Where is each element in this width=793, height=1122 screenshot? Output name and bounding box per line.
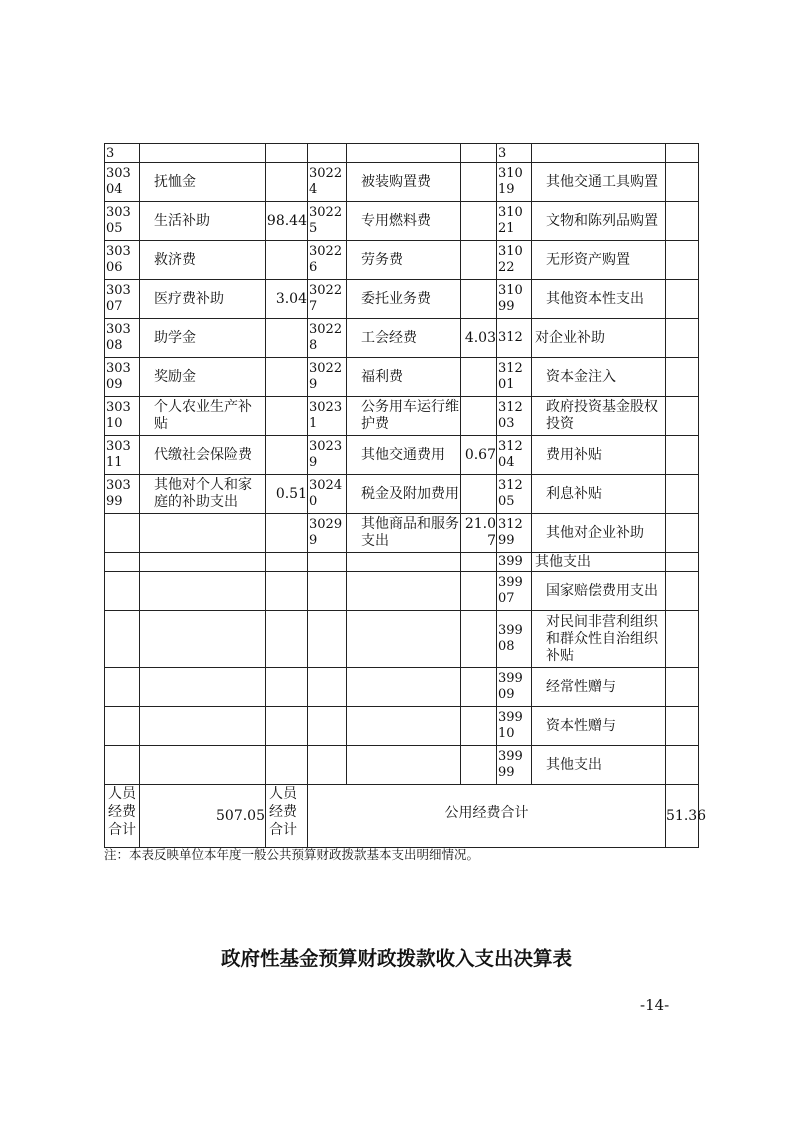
code-cell: 30229 bbox=[308, 358, 347, 397]
item-name-cell: 个人农业生产补贴 bbox=[140, 397, 266, 436]
code-cell: 30240 bbox=[308, 475, 347, 514]
item-name-cell bbox=[347, 611, 461, 668]
amount-cell bbox=[666, 668, 699, 707]
table-row bbox=[105, 746, 699, 785]
code-cell: 30311 bbox=[105, 436, 140, 475]
amount-cell bbox=[666, 319, 699, 358]
table-row bbox=[105, 163, 699, 202]
item-name-cell bbox=[140, 611, 266, 668]
table-row bbox=[105, 358, 699, 397]
amount-cell bbox=[666, 572, 699, 611]
amount-cell bbox=[266, 163, 308, 202]
item-name-cell: 对企业补助 bbox=[532, 319, 666, 358]
item-name-cell bbox=[347, 668, 461, 707]
table-row bbox=[105, 553, 699, 572]
item-name-cell: 工会经费 bbox=[347, 319, 461, 358]
code-cell: 39907 bbox=[497, 572, 532, 611]
amount-cell: 98.44 bbox=[266, 202, 308, 241]
code-cell: 30228 bbox=[308, 319, 347, 358]
personnel-total-value: 507.05 bbox=[140, 785, 266, 848]
table-row bbox=[105, 611, 699, 668]
item-name-cell: 福利费 bbox=[347, 358, 461, 397]
code-cell: 31099 bbox=[497, 280, 532, 319]
amount-cell: 0.67 bbox=[461, 436, 497, 475]
code-cell: 31205 bbox=[497, 475, 532, 514]
amount-cell bbox=[461, 241, 497, 280]
item-name-cell bbox=[140, 707, 266, 746]
code-cell bbox=[105, 572, 140, 611]
code-cell bbox=[308, 707, 347, 746]
code-cell: 30307 bbox=[105, 280, 140, 319]
item-name-cell: 劳务费 bbox=[347, 241, 461, 280]
section-title: 政府性基金预算财政拨款收入支出决算表 bbox=[220, 947, 572, 970]
code-cell: 30227 bbox=[308, 280, 347, 319]
amount-cell: 21.07 bbox=[461, 514, 497, 553]
personnel-total-label: 人员经费合计 bbox=[266, 785, 308, 848]
item-name-cell bbox=[347, 707, 461, 746]
item-name-cell: 奖励金 bbox=[140, 358, 266, 397]
code-cell: 39908 bbox=[497, 611, 532, 668]
code-cell bbox=[308, 553, 347, 572]
public-total-value: 51.36 bbox=[666, 785, 699, 848]
item-name-cell: 税金及附加费用 bbox=[347, 475, 461, 514]
amount-cell bbox=[666, 202, 699, 241]
item-name-cell bbox=[140, 514, 266, 553]
amount-cell bbox=[461, 280, 497, 319]
amount-cell: 0.51 bbox=[266, 475, 308, 514]
code-cell bbox=[105, 668, 140, 707]
amount-cell bbox=[666, 163, 699, 202]
item-name-cell bbox=[140, 668, 266, 707]
code-cell: 30308 bbox=[105, 319, 140, 358]
code-cell: 31021 bbox=[497, 202, 532, 241]
code-cell: 30399 bbox=[105, 475, 140, 514]
amount-cell bbox=[666, 707, 699, 746]
code-cell bbox=[308, 572, 347, 611]
item-name-cell: 其他商品和服务支出 bbox=[347, 514, 461, 553]
amount-cell bbox=[461, 707, 497, 746]
item-name-cell: 无形资产购置 bbox=[532, 241, 666, 280]
item-name-cell: 医疗费补助 bbox=[140, 280, 266, 319]
table-row bbox=[105, 436, 699, 475]
code-cell: 312 bbox=[497, 319, 532, 358]
item-name-cell bbox=[140, 572, 266, 611]
item-name-cell: 其他交通费用 bbox=[347, 436, 461, 475]
code-cell: 31299 bbox=[497, 514, 532, 553]
code-cell: 30310 bbox=[105, 397, 140, 436]
item-name-cell: 其他交通工具购置 bbox=[532, 163, 666, 202]
amount-cell bbox=[461, 397, 497, 436]
amount-cell bbox=[266, 572, 308, 611]
item-name-cell: 国家赔偿费用支出 bbox=[532, 572, 666, 611]
code-cell: 3 bbox=[105, 144, 140, 163]
amount-cell bbox=[461, 572, 497, 611]
code-cell: 30225 bbox=[308, 202, 347, 241]
code-cell: 31201 bbox=[497, 358, 532, 397]
item-name-cell: 代缴社会保险费 bbox=[140, 436, 266, 475]
code-cell bbox=[308, 668, 347, 707]
item-name-cell: 资本性赠与 bbox=[532, 707, 666, 746]
table-row bbox=[105, 202, 699, 241]
code-cell bbox=[105, 707, 140, 746]
amount-cell bbox=[666, 475, 699, 514]
amount-cell bbox=[461, 202, 497, 241]
public-total-label: 公用经费合计 bbox=[308, 785, 666, 848]
item-name-cell bbox=[347, 553, 461, 572]
table-row bbox=[105, 319, 699, 358]
code-cell bbox=[105, 514, 140, 553]
code-cell bbox=[308, 746, 347, 785]
item-name-cell: 其他支出 bbox=[532, 746, 666, 785]
amount-cell: 4.03 bbox=[461, 319, 497, 358]
code-cell: 30305 bbox=[105, 202, 140, 241]
item-name-cell: 生活补助 bbox=[140, 202, 266, 241]
item-name-cell bbox=[347, 572, 461, 611]
code-cell: 31203 bbox=[497, 397, 532, 436]
amount-cell bbox=[266, 241, 308, 280]
table-row bbox=[105, 707, 699, 746]
item-name-cell: 其他资本性支出 bbox=[532, 280, 666, 319]
code-cell: 39909 bbox=[497, 668, 532, 707]
code-cell: 30304 bbox=[105, 163, 140, 202]
expenditure-detail-table bbox=[104, 143, 707, 848]
amount-cell bbox=[266, 553, 308, 572]
code-cell: 31022 bbox=[497, 241, 532, 280]
code-cell bbox=[105, 611, 140, 668]
code-cell: 31019 bbox=[497, 163, 532, 202]
item-name-cell: 抚恤金 bbox=[140, 163, 266, 202]
amount-cell bbox=[266, 319, 308, 358]
item-name-cell: 其他对企业补助 bbox=[532, 514, 666, 553]
item-name-cell: 专用燃料费 bbox=[347, 202, 461, 241]
amount-cell bbox=[461, 746, 497, 785]
amount-cell bbox=[666, 436, 699, 475]
amount-cell bbox=[266, 514, 308, 553]
table-row bbox=[105, 241, 699, 280]
amount-cell bbox=[666, 358, 699, 397]
item-name-cell bbox=[140, 746, 266, 785]
amount-cell bbox=[461, 668, 497, 707]
amount-cell bbox=[666, 514, 699, 553]
amount-cell bbox=[666, 241, 699, 280]
item-name-cell: 费用补贴 bbox=[532, 436, 666, 475]
code-cell: 30239 bbox=[308, 436, 347, 475]
table-row bbox=[105, 668, 699, 707]
amount-cell bbox=[666, 553, 699, 572]
amount-cell bbox=[266, 746, 308, 785]
amount-cell bbox=[666, 746, 699, 785]
item-name-cell: 委托业务费 bbox=[347, 280, 461, 319]
amount-cell bbox=[266, 611, 308, 668]
item-name-cell: 经常性赠与 bbox=[532, 668, 666, 707]
code-cell: 31204 bbox=[497, 436, 532, 475]
code-cell: 30226 bbox=[308, 241, 347, 280]
code-cell: 39910 bbox=[497, 707, 532, 746]
amount-cell bbox=[461, 475, 497, 514]
item-name-cell: 其他支出 bbox=[532, 553, 666, 572]
amount-cell bbox=[266, 707, 308, 746]
table-row bbox=[105, 280, 699, 319]
code-cell: 399 bbox=[497, 553, 532, 572]
code-cell bbox=[105, 553, 140, 572]
item-name-cell: 政府投资基金股权投资 bbox=[532, 397, 666, 436]
amount-cell bbox=[666, 611, 699, 668]
item-name-cell: 助学金 bbox=[140, 319, 266, 358]
table-note: 注：本表反映单位本年度一般公共预算财政拨款基本支出明细情况。 bbox=[104, 847, 480, 862]
item-name-cell: 被装购置费 bbox=[347, 163, 461, 202]
amount-cell bbox=[266, 668, 308, 707]
amount-cell bbox=[666, 397, 699, 436]
page-number: -14- bbox=[640, 996, 670, 1014]
summary-row bbox=[105, 785, 699, 848]
code-cell: 30231 bbox=[308, 397, 347, 436]
item-name-cell: 其他对个人和家庭的补助支出 bbox=[140, 475, 266, 514]
item-name-cell: 文物和陈列品购置 bbox=[532, 202, 666, 241]
code-cell: 3 bbox=[497, 144, 532, 163]
code-cell bbox=[105, 746, 140, 785]
amount-cell bbox=[461, 553, 497, 572]
item-name-cell: 利息补贴 bbox=[532, 475, 666, 514]
amount-cell bbox=[666, 280, 699, 319]
code-cell: 30309 bbox=[105, 358, 140, 397]
amount-cell: 3.04 bbox=[266, 280, 308, 319]
item-name-cell: 公务用车运行维护费 bbox=[347, 397, 461, 436]
item-name-cell bbox=[347, 746, 461, 785]
code-cell bbox=[308, 611, 347, 668]
table-row bbox=[105, 514, 699, 553]
code-cell: 30299 bbox=[308, 514, 347, 553]
item-name-cell bbox=[140, 553, 266, 572]
table-row bbox=[105, 144, 699, 163]
code-cell: 39999 bbox=[497, 746, 532, 785]
amount-cell bbox=[266, 436, 308, 475]
item-name-cell: 救济费 bbox=[140, 241, 266, 280]
table-row bbox=[105, 397, 699, 436]
code-cell: 30224 bbox=[308, 163, 347, 202]
amount-cell bbox=[461, 611, 497, 668]
amount-cell bbox=[266, 397, 308, 436]
table-row bbox=[105, 475, 699, 514]
amount-cell bbox=[266, 358, 308, 397]
personnel-total-label: 人员经费合计 bbox=[105, 785, 140, 848]
item-name-cell: 对民间非营利组织和群众性自治组织补贴 bbox=[532, 611, 666, 668]
code-cell: 30306 bbox=[105, 241, 140, 280]
item-name-cell: 资本金注入 bbox=[532, 358, 666, 397]
table-row bbox=[105, 572, 699, 611]
amount-cell bbox=[461, 358, 497, 397]
amount-cell bbox=[461, 163, 497, 202]
